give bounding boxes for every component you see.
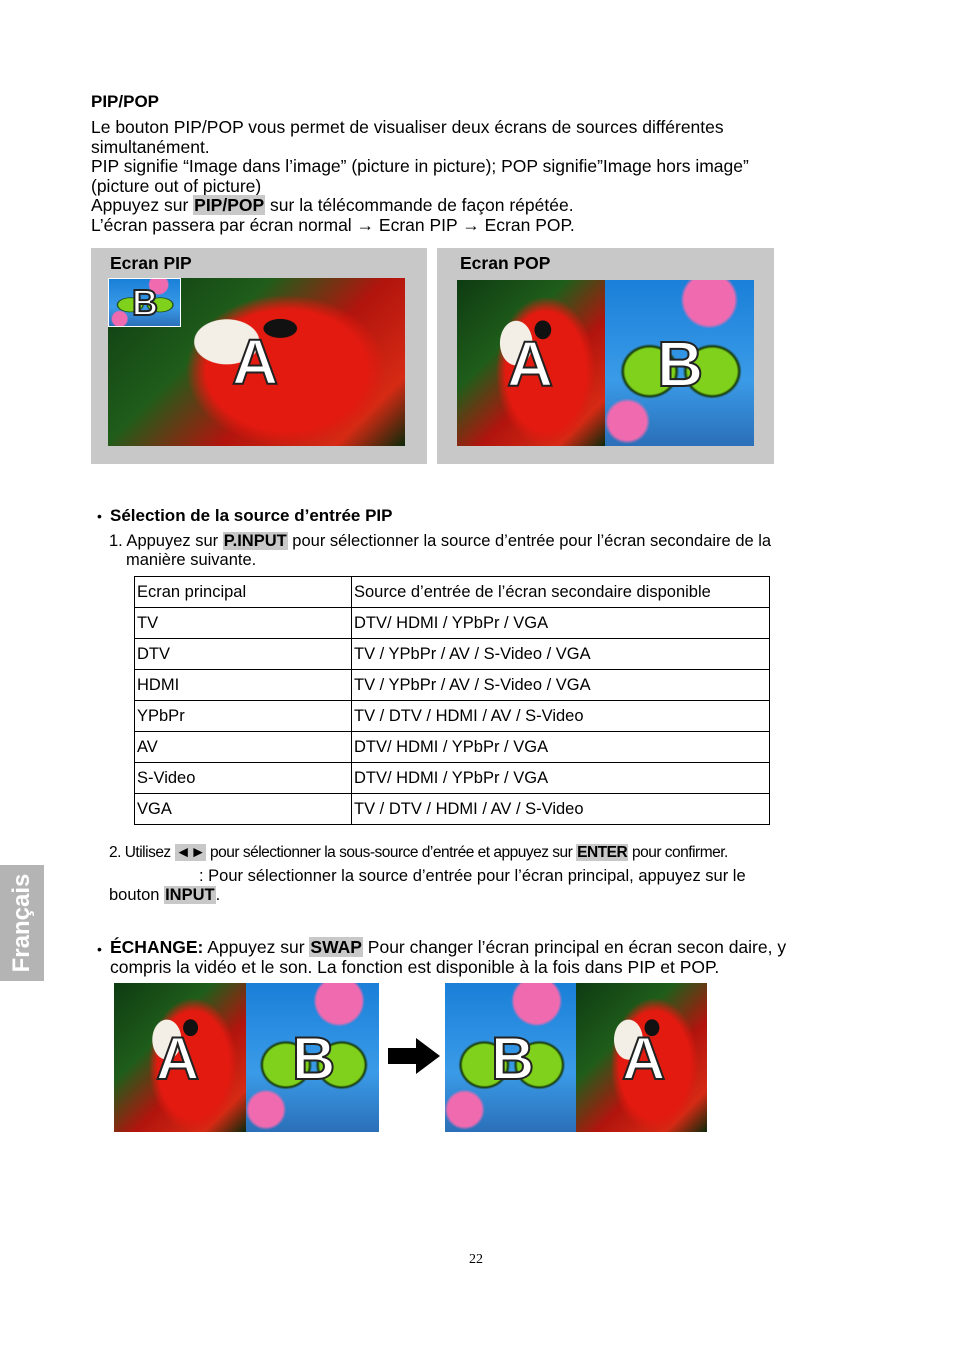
- source-table: [134, 576, 770, 825]
- intro-line: [91, 196, 749, 216]
- pop-panel-title: Ecran POP: [460, 253, 551, 273]
- text: pour sélectionner la source d’entrée pour l’écran secondaire de la: [287, 532, 772, 550]
- table-cell: YPbPr: [135, 701, 352, 732]
- pip-main-image: [108, 278, 405, 446]
- image-label-a: A: [622, 1025, 666, 1092]
- text: compris la vidéo et le son. La fonction est disponible à la fois dans PIP et POP.: [110, 956, 720, 977]
- table-row: [135, 763, 770, 794]
- table-cell: TV / YPbPr / AV / S-Video / VGA: [352, 670, 770, 701]
- table-cell: HDMI: [135, 670, 352, 701]
- step-1-text: [109, 532, 771, 570]
- image-label-a: A: [232, 326, 279, 398]
- image-label-a: A: [507, 328, 554, 400]
- table-cell: TV / YPbPr / AV / S-Video / VGA: [352, 639, 770, 670]
- table-header-cell: Ecran principal: [135, 577, 352, 608]
- text: 1. Appuyez sur: [109, 532, 223, 550]
- pop-left-image: [457, 280, 605, 446]
- table-row: [135, 701, 770, 732]
- pip-panel-title: Ecran PIP: [110, 253, 192, 273]
- table-header-row: [135, 577, 770, 608]
- text: pour sélectionner la sous-source d’entrée et appuyez sur: [206, 844, 577, 861]
- intro-line: (picture out of picture): [91, 175, 262, 196]
- swap-after-right-image: [576, 983, 707, 1132]
- table-cell: S-Video: [135, 763, 352, 794]
- language-side-tab: [0, 865, 44, 981]
- bullet: •: [97, 508, 102, 524]
- input-key: INPUT: [165, 886, 215, 904]
- table-row: [135, 732, 770, 763]
- section-heading: PIP/POP: [91, 92, 160, 111]
- table-cell: DTV/ HDMI / YPbPr / VGA: [352, 608, 770, 639]
- arrow-right-icon: [386, 1036, 442, 1076]
- bullet: •: [97, 941, 102, 957]
- swap-text: [110, 938, 786, 977]
- image-label-b: B: [132, 282, 158, 323]
- table-cell: DTV: [135, 639, 352, 670]
- note-text-line2: [109, 886, 220, 905]
- intro-line: PIP signifie “Image dans l’image” (picture in picture); POP signifie”Image hors image”: [91, 156, 749, 176]
- swap-before-right-image: [246, 983, 379, 1132]
- text: pour confirmer.: [628, 844, 728, 861]
- intro-line: Le bouton PIP/POP vous permet de visualiser deux écrans de sources différentes: [91, 117, 724, 137]
- language-label: Français: [8, 873, 35, 973]
- intro-line: L’écran passera par écran normal → Ecran PIP → Ecran POP.: [91, 214, 575, 235]
- pop-right-image: [605, 280, 754, 446]
- image-label-b: B: [657, 328, 704, 400]
- image-label-a: A: [156, 1025, 200, 1092]
- table-cell: TV / DTV / HDMI / AV / S-Video: [352, 794, 770, 825]
- table-cell: VGA: [135, 794, 352, 825]
- swap-after-left-image: [445, 983, 576, 1132]
- pip-pop-key: PIP/POP: [194, 195, 265, 215]
- text: manière suivante.: [126, 551, 257, 569]
- pip-panel: [91, 248, 427, 464]
- table-row: [135, 794, 770, 825]
- p-input-key: P.INPUT: [223, 532, 287, 550]
- arrow-keys: ◄►: [175, 844, 206, 861]
- text: sur la télécommande de façon répétée.: [265, 195, 574, 215]
- intro-line: simultanément.: [91, 136, 210, 157]
- swap-key: SWAP: [310, 937, 362, 957]
- step-2-text: [109, 844, 728, 862]
- note-text: : Pour sélectionner la source d’entrée pour l’écran principal, appuyez sur le: [199, 867, 746, 885]
- table-header-cell: Source d’entrée de l’écran secondaire disponible: [352, 577, 770, 608]
- table-cell: DTV/ HDMI / YPbPr / VGA: [352, 732, 770, 763]
- table-cell: DTV/ HDMI / YPbPr / VGA: [352, 763, 770, 794]
- text: Appuyez sur: [91, 195, 194, 215]
- image-label-b: B: [491, 1025, 535, 1092]
- text: 2. Utilisez: [109, 844, 175, 861]
- swap-before-left-image: [114, 983, 246, 1132]
- text: bouton: [109, 886, 165, 904]
- text: .: [215, 886, 221, 904]
- table-row: [135, 608, 770, 639]
- page-number: 22: [469, 1252, 483, 1267]
- enter-key: ENTER: [577, 844, 628, 861]
- image-label-b: B: [292, 1025, 336, 1092]
- table-cell: TV: [135, 608, 352, 639]
- pop-panel: [437, 248, 774, 464]
- text: Pour changer l’écran principal en écran secon daire, y: [362, 937, 787, 957]
- intro-text: [91, 118, 749, 235]
- section-title-pip-source: Sélection de la source d’entrée PIP: [110, 506, 393, 525]
- pip-inset-image: [108, 278, 181, 327]
- swap-title: ÉCHANGE:: [110, 937, 204, 957]
- table-cell: AV: [135, 732, 352, 763]
- text: Appuyez sur: [203, 937, 310, 957]
- table-row: [135, 670, 770, 701]
- table-row: [135, 639, 770, 670]
- table-cell: TV / DTV / HDMI / AV / S-Video: [352, 701, 770, 732]
